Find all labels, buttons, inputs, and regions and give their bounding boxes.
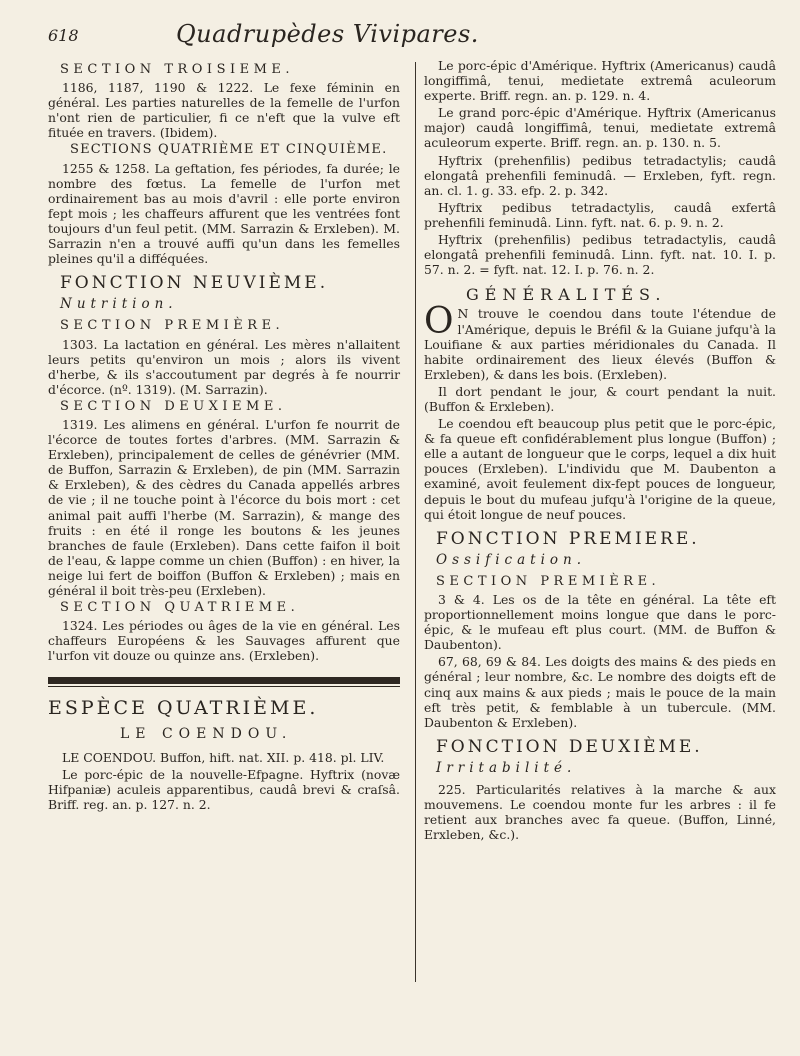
- section-heading: SECTION TROISIEME.: [60, 62, 295, 77]
- fonction-heading: FONCTION NEUVIÈME.: [60, 273, 329, 294]
- paragraph-text: N trouve le coendou dans toute l'étendue de l'Amérique, depuis le Bréfil & la Guiane jufqu'à la Louifiane & aux parties méridionales du Canada. Il habite ordinairement des lieux élevés (Buffon & Erxleben), & dans les bois. (Erxleben).: [424, 306, 776, 382]
- paragraph: Le porc-épic d'Amérique. Hyftrix (Americanus) caudâ longiffimâ, tenui, medietate extremâ aculeorum experte. Briff. regn. an. p. 129. n. 4.: [424, 58, 776, 104]
- fonction-heading: FONCTION PREMIERE.: [436, 528, 700, 549]
- paragraph: Le coendou eft beaucoup plus petit que le porc-épic, & fa queue eft confidérablement plus longue (Buffon) ; elle a autant de longueur que le corps, lequel a dix huit pouces (Erxleben). L'individu que M. Daubenton a examiné, avoit feulement dix-fept pouces de longueur, depuis le bout du mufeau jufqu'à l'origine de la queue, qui étoit longue de neuf pouces.: [424, 416, 776, 522]
- paragraph: Hyftrix (prehenfilis) pedibus tetradactylis, caudâ elongatâ prehenfili feminudâ. Linn. fyft. nat. 10. I. p. 57. n. 2. = fyft. nat. 12. I. p. 76. n. 2.: [424, 232, 776, 278]
- paragraph: 225. Particularités relatives à la marche & aux mouvemens. Le coendou monte fur les arbres : il fe retient aux branches avec fa queue. (Buffon, Linné, Erxleben, &c.).: [424, 782, 776, 843]
- espece-heading: ESPÈCE QUATRIÈME.: [48, 697, 319, 720]
- running-title: Quadrupèdes Vivipares.: [176, 20, 479, 48]
- paragraph: 1186, 1187, 1190 & 1222. Le fexe féminin en général. Les parties naturelles de la femelle de l'urfon n'ont rien de particulier, fi ce n'eft que la vulve eft fituée en travers. (Ibidem).: [48, 80, 400, 141]
- left-column: [48, 62, 400, 814]
- paragraph: Le porc-épic de la nouvelle-Efpagne. Hyftrix (novæ Hifpaniæ) aculeis apparentibus, caudâ brevi & craſsâ. Briff. reg. an. p. 127. n. 2.: [48, 766, 400, 812]
- paragraph: Il dort pendant le jour, & court pendant la nuit. (Buffon & Erxleben).: [424, 383, 776, 414]
- paragraph: Hyftrix pedibus tetradactylis, caudâ exfertâ prehenfili feminudâ. Linn. fyft. nat. 6. p. 9. n. 2.: [424, 199, 776, 230]
- generalites-heading: GÉNÉRALITÉS.: [466, 285, 667, 305]
- page-number: 618: [48, 26, 79, 45]
- subfunction-heading: Ossification.: [436, 551, 587, 568]
- ornamental-rule-thin: [48, 686, 400, 687]
- section-heading: SECTIONS QUATRIÈME ET CINQUIÈME.: [70, 142, 388, 158]
- section-heading: SECTION PREMIÈRE.: [436, 573, 661, 589]
- right-column: [424, 58, 776, 844]
- section-heading: SECTION QUATRIEME.: [60, 600, 300, 616]
- column-divider: [415, 62, 416, 982]
- paragraph: 67, 68, 69 & 84. Les doigts des mains & des pieds en général ; leur nombre, &c. Le nombre des doigts eft de cinq aux mains & aux pieds ; mais le pouce de la main eft très petit, & femblable à un tubercule. (MM. Daubenton & Erxleben).: [424, 654, 776, 730]
- paragraph-with-dropcap: [424, 301, 776, 382]
- subfunction-heading: Nutrition.: [60, 296, 178, 313]
- paragraph: 1255 & 1258. La geftation, fes périodes, fa durée; le nombre des fœtus. La femelle de l'urfon met ordinairement bas au mois d'avril : elle porte environ fept mois ; les chaffeurs affurent que les ventrées font toujours d'un feul petit. (MM. Sarrazin & Erxleben). M. Sarrazin n'en a trouvé auffi qu'un dans les femelles pleines qu'il a difféquées.: [48, 160, 400, 267]
- paragraph: 1324. Les périodes ou âges de la vie en général. Les chaffeurs Européens & les Sauvages affurent que l'urfon vit douze ou quinze ans. (Erxleben).: [48, 618, 400, 664]
- paragraph: 3 & 4. Les os de la tête en général. La tête eft proportionnellement moins longue que dans le porc-épic, & le mufeau eft plus court. (MM. de Buffon & Daubenton).: [424, 592, 776, 653]
- subfunction-heading: Irritabilité.: [436, 759, 577, 776]
- section-heading: SECTION DEUXIEME.: [60, 398, 287, 414]
- paragraph: Le grand porc-épic d'Amérique. Hyftrix (Americanus major) caudâ longiffimâ, tenui, medietate extremâ aculeorum experte. Briff. regn. an. p. 130. n. 5.: [424, 105, 776, 151]
- paragraph: 1303. La lactation en général. Les mères n'allaitent leurs petits qu'environ un mois ; alors ils vivent d'herbe, & ils s'accoutument par degrés à fe nourrir d'écorce. (nº. 1319). (M. Sarrazin).: [48, 336, 400, 397]
- ornamental-rule: [48, 677, 400, 684]
- paragraph: LE COENDOU. Buffon, hift. nat. XII. p. 418. pl. LIV.: [62, 749, 385, 765]
- section-heading: SECTION PREMIÈRE.: [60, 318, 285, 334]
- drop-cap: O: [424, 301, 454, 343]
- species-name-heading: LE COENDOU.: [120, 725, 293, 742]
- page-header: [48, 20, 760, 50]
- paragraph: 1319. Les alimens en général. L'urfon fe nourrit de l'écorce de toutes fortes d'arbres. (MM. Sarrazin & Erxleben), principalement de celles de génévrier (MM. de Buffon, Sarrazin & Erxleben), de pin (MM. Sarrazin & Erxleben), & des cèdres du Canada appellés arbres de vie ; il ne touche point à l'écorce du bois mort : cet animal pait auffi l'herbe (M. Sarrazin), & mange des fruits : en été il ronge les boutons & les jeunes branches de faule (Erxleben). Dans cette faifon il boit de l'eau, & lappe comme un chien (Buffon) : en hiver, la neige lui fert de boiffon (Buffon & Erxleben) ; mais en général il boit très-peu (Erxleben).: [48, 416, 400, 598]
- fonction-heading: FONCTION DEUXIÈME.: [436, 736, 703, 757]
- paragraph: Hyftrix (prehenfilis) pedibus tetradactylis; caudâ elongatâ prehenfili feminudâ. — Erxleben, fyft. regn. an. cl. 1. g. 33. efp. 2. p. 342.: [424, 152, 776, 198]
